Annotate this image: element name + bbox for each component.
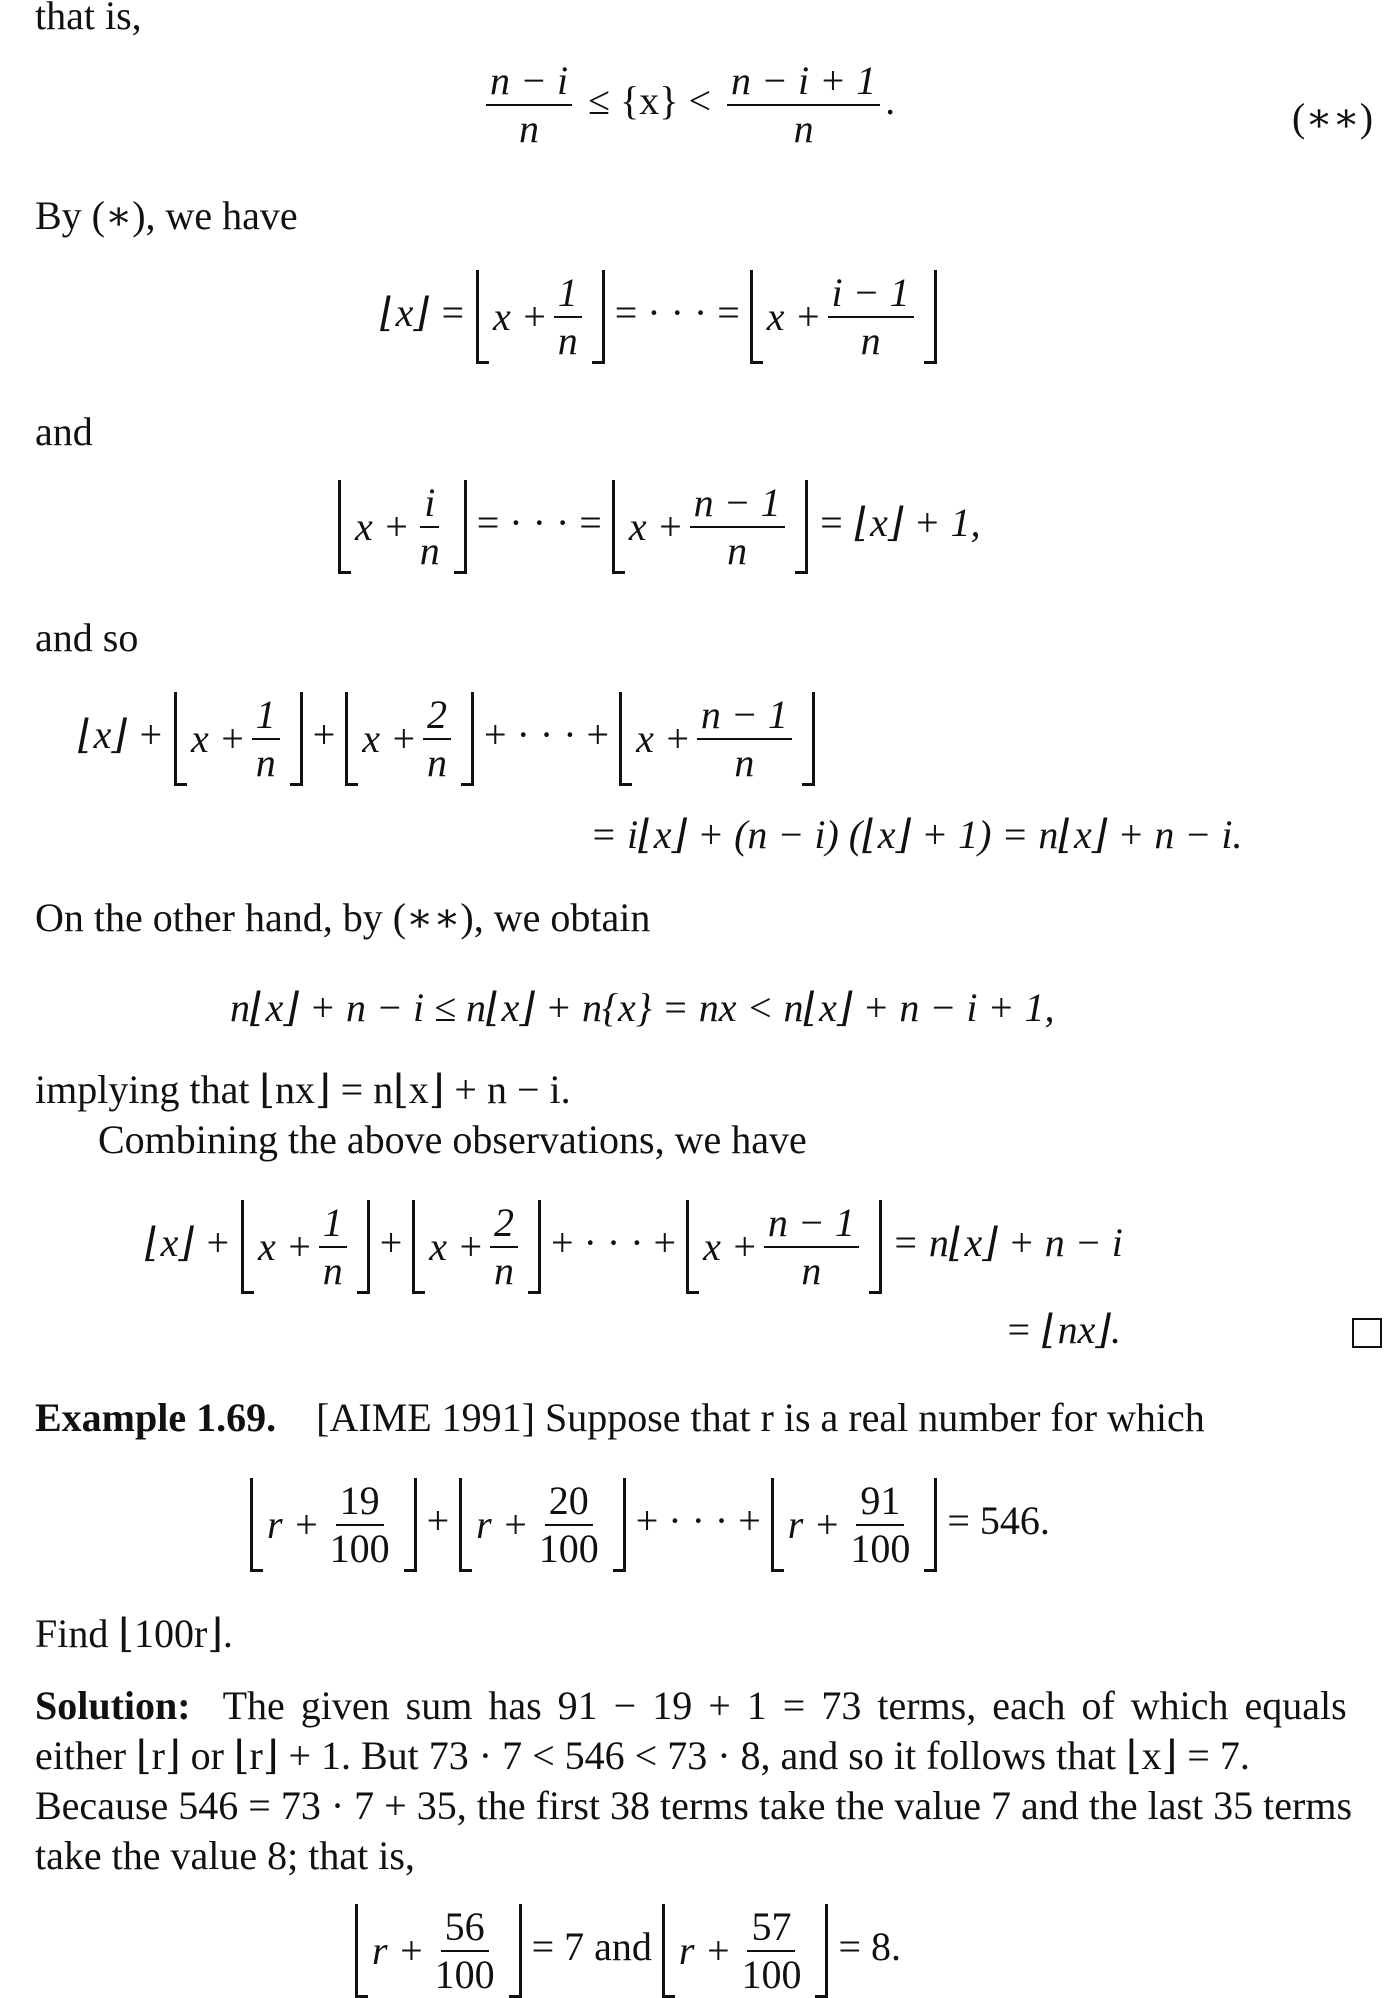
solution-line-1 [35,1683,1347,1728]
solution-line-3: Because 546 = 73 · 7 + 35, the first 38 terms take the value 7 and the last 35 terms [35,1783,1353,1828]
text-implying: implying that ⌊nx⌋ = n⌊x⌋ + n − i. [35,1067,571,1112]
text-other-hand: On the other hand, by (∗∗), we obtain [35,895,651,940]
example-label: Example 1.69. [35,1395,277,1440]
equation-1: $\frac{n - i}{n}$ ≤ {x} < $\frac{n - i + 1}{n}$ . [480,58,896,152]
equation-6: ⌊x⌋ + x + $\frac{1}{n}$ + x + $\frac{2}{n}$ + · · · + x + $\frac{n - 1}{n}$ = n⌊x⌋ + n − i [145,1200,1123,1293]
equation-4: ⌊x⌋ + x + $\frac{1}{n}$ + x + $\frac{2}{n}$ + · · · + x + $\frac{n - 1}{n}$ [78,692,815,786]
text-find: Find ⌊100r⌋. [35,1611,233,1656]
equation-4-line-2: = i⌊x⌋ + (n − i) (⌊x⌋ + 1) = n⌊x⌋ + n − i. [590,812,1243,857]
equation-8: r + $\frac{56}{100}$ = 7 and r + $\frac{57}{100}$ = 8. [355,1904,901,1998]
solution-label: Solution: [35,1683,191,1728]
text-combining: Combining the above observations, we have [98,1117,807,1162]
text-by-star: By (∗), we have [35,193,298,238]
equation-3: x + $\frac{i}{n}$ = · · · = x + $\frac{n - 1}{n}$ = ⌊x⌋ + 1, [338,480,981,574]
solution-line-4: take the value 8; that is, [35,1833,415,1878]
equation-2: ⌊x⌋ = x + $\frac{1}{n}$ = · · · = x + $\frac{i - 1}{n}$ [380,270,937,364]
example-text: [AIME 1991] Suppose that r is a real number for which [316,1395,1205,1440]
text-that-is: that is, [35,0,142,38]
text-and-so: and so [35,615,139,660]
text-and: and [35,409,93,454]
example-heading [35,1395,1205,1440]
solution-line-2: either ⌊r⌋ or ⌊r⌋ + 1. But 73 · 7 < 546 < 73 · 8, and so it follows that ⌊x⌋ = 7. [35,1733,1250,1778]
equation-6-line-2: = ⌊nx⌋. [1005,1307,1121,1352]
equation-5: n⌊x⌋ + n − i ≤ n⌊x⌋ + n{x} = nx < n⌊x⌋ + n − i + 1, [230,985,1055,1030]
qed-box-icon [1352,1318,1382,1348]
solution-text-1: The given sum has 91 − 19 + 1 = 73 terms, each of which equals [222,1683,1347,1728]
equation-7: r + $\frac{19}{100}$ + r + $\frac{20}{100}$ + · · · + r + $\frac{91}{100}$ = 546. [250,1478,1050,1572]
equation-tag: (∗∗) [1292,95,1374,140]
